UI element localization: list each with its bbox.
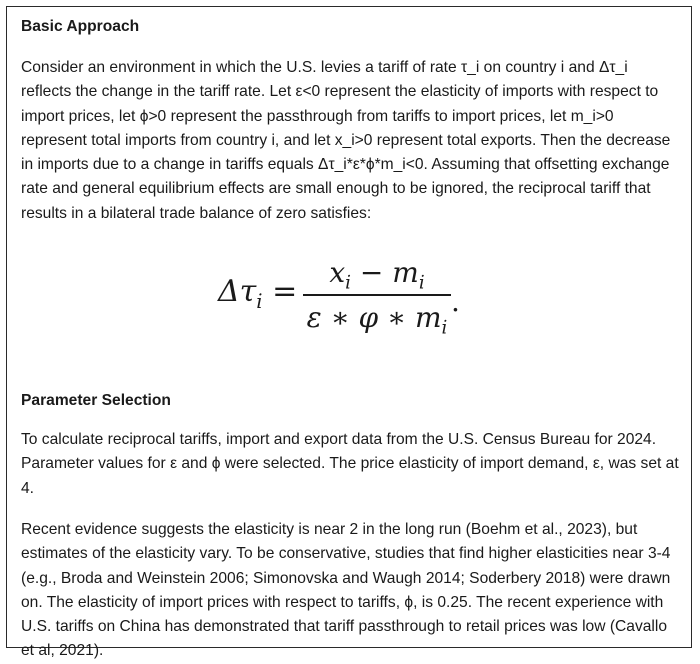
formula-delta-tau: Δτ xyxy=(218,274,257,310)
formula-den-times-1: ∗ xyxy=(321,300,359,334)
formula-lhs-subscript: i xyxy=(256,289,263,313)
formula-den-m: m xyxy=(414,300,442,334)
formula-num-minus: − xyxy=(350,256,393,290)
basic-approach-paragraph: Consider an environment in which the U.S. levies a tariff of rate τ_i on country i and Δτ_i reflects the change in the tariff rate. Let ε<0 represent the elasticity of imports with respect to import prices, let ϕ>0 represent the passthrough from tariffs to import prices, let m_i>0 represent total imports from country i, and let x_i>0 represent total exports. Then the decrease in imports due to a change in tariffs equals Δτ_i*ε*ϕ*m_i<0. Assuming that offsetting exchange rate and general equilibrium effects are small enough to be ignored, the reciprocal tariff that results in a bilateral trade balance of zero satisfies: xyxy=(21,59,671,222)
formula-den-m-sub: i xyxy=(441,317,448,339)
formula-denominator xyxy=(303,299,451,337)
formula-fraction-bar xyxy=(303,294,451,296)
document-content xyxy=(21,13,681,664)
formula-period: . xyxy=(451,285,460,319)
formula-lhs xyxy=(218,274,298,314)
formula-den-phi: φ xyxy=(358,300,379,334)
formula-den-times-2: ∗ xyxy=(378,300,415,334)
formula-num-x-sub: i xyxy=(345,272,351,294)
parameter-selection-paragraph-1: To calculate reciprocal tariffs, import and export data from the U.S. Census Bureau for 2024. Parameter values for ε and ϕ were selected. The price elasticity of import demand, ε, was set at 4. xyxy=(21,431,679,497)
document-frame xyxy=(6,6,692,660)
parameter-selection-paragraph-2: Recent evidence suggests the elasticity is near 2 in the long run (Boehm et al., 2023), but estimates of the elasticity vary. To be conservative, studies that find higher elasticities near 3-4 (e.g., Broda and Weinstein 2006; Simonovska and Waugh 2014; Soderbery 2018) were drawn on. The elasticity of import prices with respect to tariffs, ϕ, is 0.25. The recent experience with U.S. tariffs on China has demonstrated that tariff passthrough to retail prices was low (Cavallo et al, 2021). xyxy=(21,520,671,660)
tariff-formula xyxy=(21,254,681,342)
formula-num-m-sub: i xyxy=(418,272,425,294)
section-heading-basic-approach: Basic Approach xyxy=(21,18,140,35)
formula-num-x: x xyxy=(329,256,346,290)
formula-numerator xyxy=(303,254,451,292)
formula-equals: = xyxy=(272,274,298,310)
formula-num-m: m xyxy=(392,256,419,290)
formula-den-epsilon: ε xyxy=(306,300,322,334)
section-heading-parameter-selection: Parameter Selection xyxy=(21,392,171,410)
formula-fraction xyxy=(303,254,451,337)
